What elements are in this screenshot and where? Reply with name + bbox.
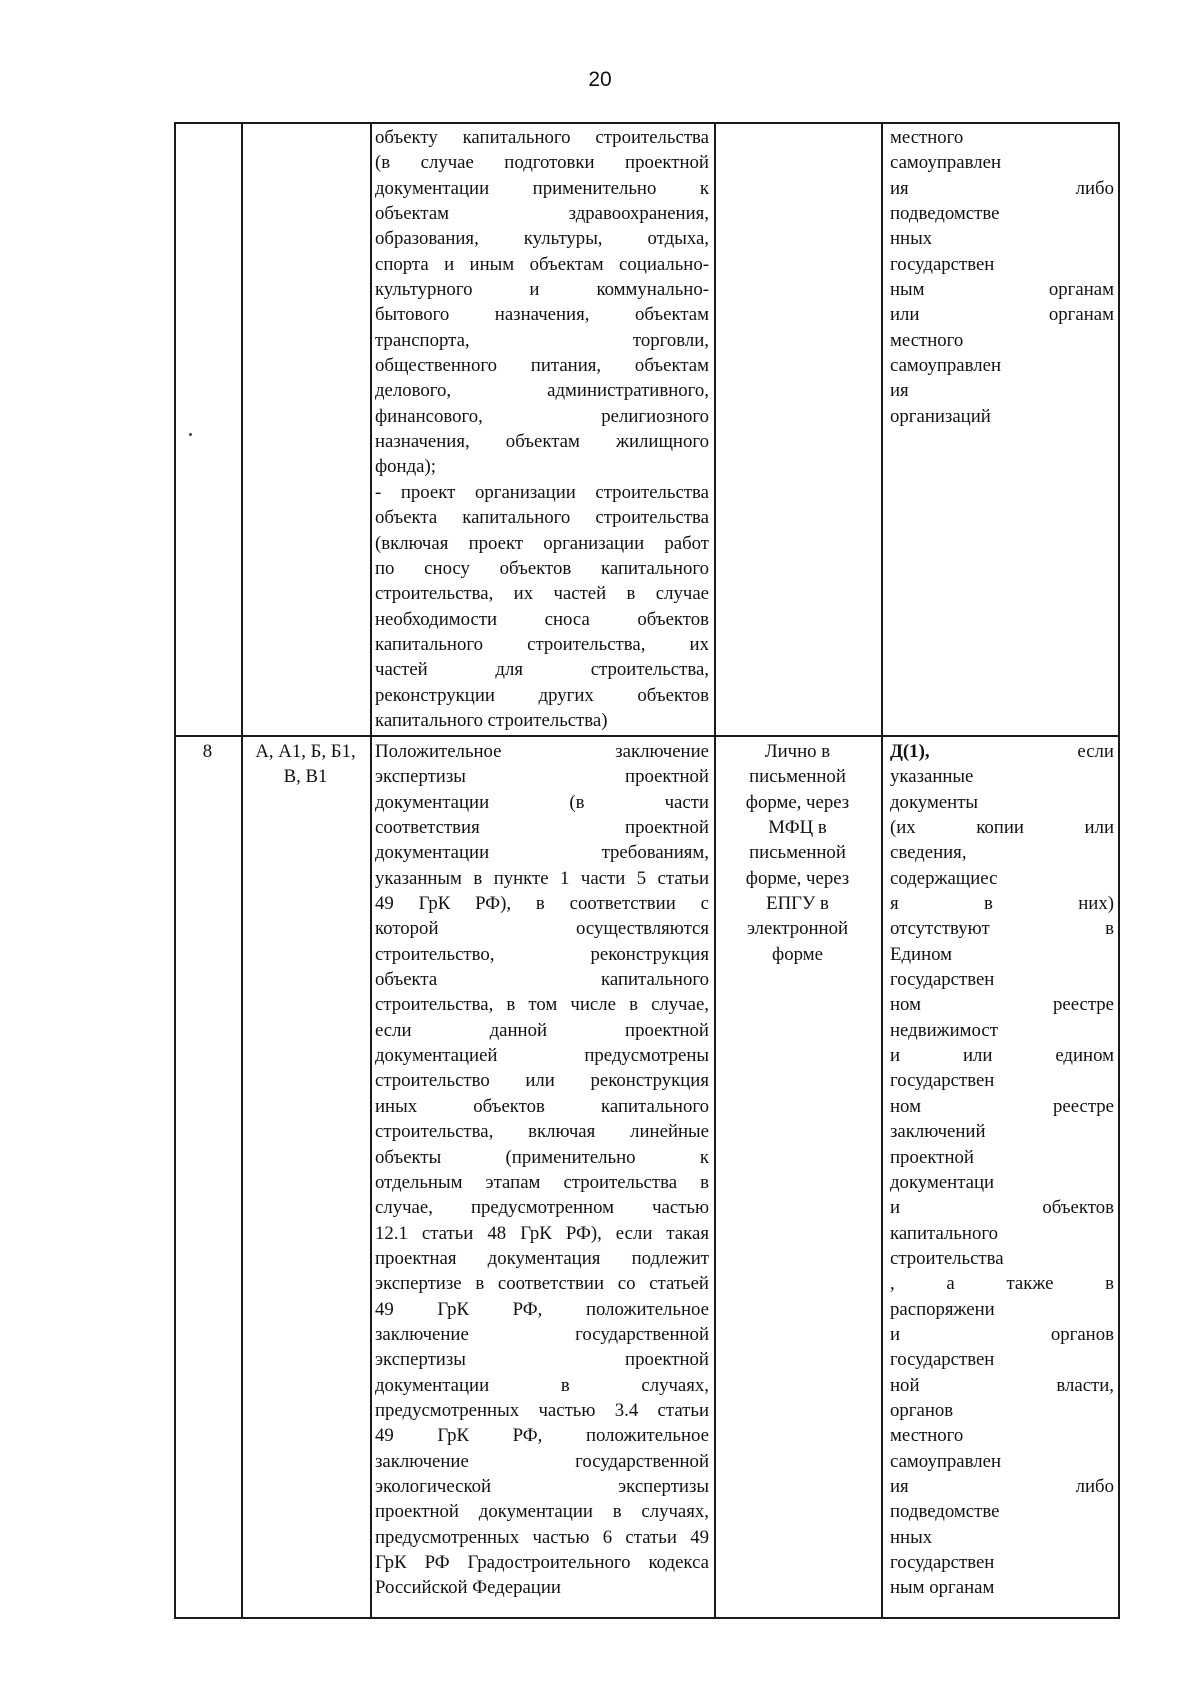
authority-line: ным органам [890, 279, 1114, 301]
description-line: 49 ГрК РФ), в соответствии с [375, 893, 709, 915]
description-line: документации применительно к [375, 177, 709, 199]
authority-line: распоряжени [890, 1298, 995, 1320]
description-line: строительства, в том числе в случае, [375, 994, 709, 1016]
authority-line: организаций [890, 405, 991, 427]
description-line: спорта и иным объектам социально- [375, 253, 709, 275]
authority-line: нных [890, 228, 933, 250]
description-line: необходимости сноса объектов [375, 608, 709, 630]
row-top-authority [890, 125, 1114, 429]
description-line: объектам здравоохранения, [375, 203, 709, 225]
authority-line: местного [890, 1425, 964, 1447]
description-line: капитального строительства) [375, 709, 608, 731]
row-submission-method [714, 739, 881, 967]
authority-line: ном реестре [890, 994, 1114, 1016]
authority-line: государствен [890, 1070, 995, 1092]
description-line: частей для строительства, [375, 659, 709, 681]
authority-code: Д(1), [890, 741, 930, 762]
description-line: - проект организации строительства [375, 481, 709, 503]
description-line: строительства, включая линейные [375, 1121, 709, 1143]
description-line: заключение государственной [375, 1323, 709, 1345]
authority-line: органов [890, 1399, 954, 1421]
authority-line: государствен [890, 253, 995, 275]
authority-line: , а также в [890, 1273, 1114, 1295]
authority-line: указанные [890, 766, 974, 788]
authority-line: и органов [890, 1323, 1114, 1345]
description-line: объекта капитального [375, 969, 709, 991]
description-line: проектной документации в случаях, [375, 1501, 709, 1523]
authority-line: содержащиес [890, 867, 998, 889]
authority-line: или органам [890, 304, 1114, 326]
submission-line: форме, через [745, 867, 850, 889]
authority-line: ия либо [890, 1475, 1114, 1497]
description-line: строительство, реконструкция [375, 943, 709, 965]
description-line: фонда); [375, 456, 436, 478]
authority-first-line [890, 739, 1114, 764]
authority-line: подведомстве [890, 1501, 1000, 1523]
submission-line: ЕПГУ в [766, 893, 829, 915]
description-line: ГрК РФ Градостроительного кодекса [375, 1552, 709, 1573]
authority-line: (их копии или [890, 817, 1114, 839]
description-line: документации требованиям, [375, 842, 709, 864]
authority-line: Едином [890, 943, 953, 965]
submission-line: МФЦ в [768, 817, 827, 839]
table-border [174, 735, 1120, 737]
description-line: случае, предусмотренном частью [375, 1197, 709, 1219]
description-line: отдельным этапам строительства в [375, 1171, 709, 1193]
authority-line: местного [890, 127, 964, 148]
authority-line: самоуправлен [890, 355, 1002, 377]
authority-line: заключений [890, 1121, 986, 1143]
description-line: объекты (применительно к [375, 1146, 709, 1168]
description-line: предусмотренных частью 6 статьи 49 [375, 1526, 709, 1548]
authority-line: государствен [890, 1552, 995, 1573]
description-line: объекта капитального строительства [375, 507, 709, 529]
submission-line: письменной [749, 766, 846, 788]
description-line: документацией предусмотрены [375, 1045, 709, 1067]
description-line: если данной проектной [375, 1019, 709, 1041]
description-line: предусмотренных частью 3.4 статьи [375, 1399, 709, 1421]
description-line: делового, административного, [375, 380, 709, 402]
description-line: заключение государственной [375, 1450, 709, 1472]
description-line: экспертизы проектной [375, 766, 709, 788]
authority-line: ной власти, [890, 1374, 1114, 1396]
row-top-description [375, 125, 709, 733]
description-line: образования, культуры, отдыха, [375, 228, 709, 250]
authority-line: и или едином [890, 1045, 1114, 1067]
authority-line: самоуправлен [890, 1450, 1002, 1472]
submission-line: форме, через [745, 791, 850, 813]
table-border [1118, 122, 1120, 1619]
row-authority [890, 739, 1114, 1601]
description-line: Положительное заключение [375, 741, 709, 762]
authority-line: местного [890, 329, 964, 351]
authority-line: государствен [890, 969, 995, 991]
description-line: общественного питания, объектам [375, 355, 709, 377]
table-border [174, 122, 1120, 124]
submission-line: форме [772, 943, 823, 965]
table-border [241, 122, 243, 1619]
authority-line: самоуправлен [890, 152, 1002, 174]
authority-line: недвижимост [890, 1019, 998, 1041]
description-line: 49 ГрК РФ, положительное [375, 1298, 709, 1320]
authority-line: строительства [890, 1247, 1004, 1269]
description-line: (включая проект организации работ [375, 532, 709, 554]
table-border [174, 122, 176, 1619]
description-line: экологической экспертизы [375, 1475, 709, 1497]
submission-line: электронной [746, 918, 849, 940]
description-line: строительства, их частей в случае [375, 583, 709, 605]
description-line: финансового, религиозного [375, 405, 709, 427]
description-line: соответствия проектной [375, 817, 709, 839]
description-line: указанным в пункте 1 части 5 статьи [375, 867, 709, 889]
authority-line: ия либо [890, 177, 1114, 199]
description-line: Российской Федерации [375, 1577, 561, 1599]
table-border [881, 122, 883, 1619]
authority-line: подведомстве [890, 203, 1000, 225]
description-line: объекту капитального строительства [375, 127, 709, 148]
description-line: экспертизы проектной [375, 1349, 709, 1371]
description-line: документации в случаях, [375, 1374, 709, 1396]
description-line: культурного и коммунально- [375, 279, 709, 301]
description-line: строительство или реконструкция [375, 1070, 709, 1092]
description-line: проектная документация подлежит [375, 1247, 709, 1269]
category-line: А, А1, Б, Б1, [255, 741, 356, 762]
authority-line: документаци [890, 1171, 995, 1193]
description-line: экспертизе в соответствии со статьей [375, 1273, 709, 1295]
description-line: (в случае подготовки проектной [375, 152, 709, 174]
description-line: бытового назначения, объектам [375, 304, 709, 326]
description-line: капитального строительства, их [375, 633, 709, 655]
authority-line: я в них) [890, 893, 1114, 915]
authority-line: государствен [890, 1349, 995, 1371]
description-line: реконструкции других объектов [375, 684, 709, 706]
description-line: транспорта, торговли, [375, 329, 709, 351]
submission-line: Лично в [764, 741, 831, 762]
submission-line: письменной [749, 842, 846, 864]
description-line: 49 ГрК РФ, положительное [375, 1425, 709, 1447]
row-categories [241, 739, 370, 790]
table-border [174, 1617, 1120, 1619]
description-line: по сносу объектов капитального [375, 557, 709, 579]
row-description [375, 739, 709, 1601]
scan-speck [189, 433, 192, 436]
description-line: 12.1 статьи 48 ГрК РФ), если такая [375, 1222, 709, 1244]
table-border [370, 122, 372, 1619]
authority-line: отсутствуют в [890, 918, 1114, 940]
authority-first-text: если [1077, 741, 1114, 762]
page-number: 20 [588, 68, 612, 91]
description-line: назначения, объектам жилищного [375, 431, 709, 453]
authority-line: документы [890, 791, 979, 813]
category-line: В, В1 [283, 766, 328, 788]
authority-line: ия [890, 380, 909, 402]
authority-line: ным органам [890, 1577, 995, 1599]
description-line: которой осуществляются [375, 918, 709, 940]
row-number: 8 [202, 741, 213, 762]
document-table [174, 122, 1120, 1619]
authority-line: и объектов [890, 1197, 1114, 1219]
description-line: иных объектов капитального [375, 1095, 709, 1117]
authority-line: ном реестре [890, 1095, 1114, 1117]
authority-line: сведения, [890, 842, 967, 864]
authority-line: проектной [890, 1146, 974, 1168]
description-line: документации (в части [375, 791, 709, 813]
authority-line: капитального [890, 1222, 998, 1244]
authority-line: нных [890, 1526, 933, 1548]
